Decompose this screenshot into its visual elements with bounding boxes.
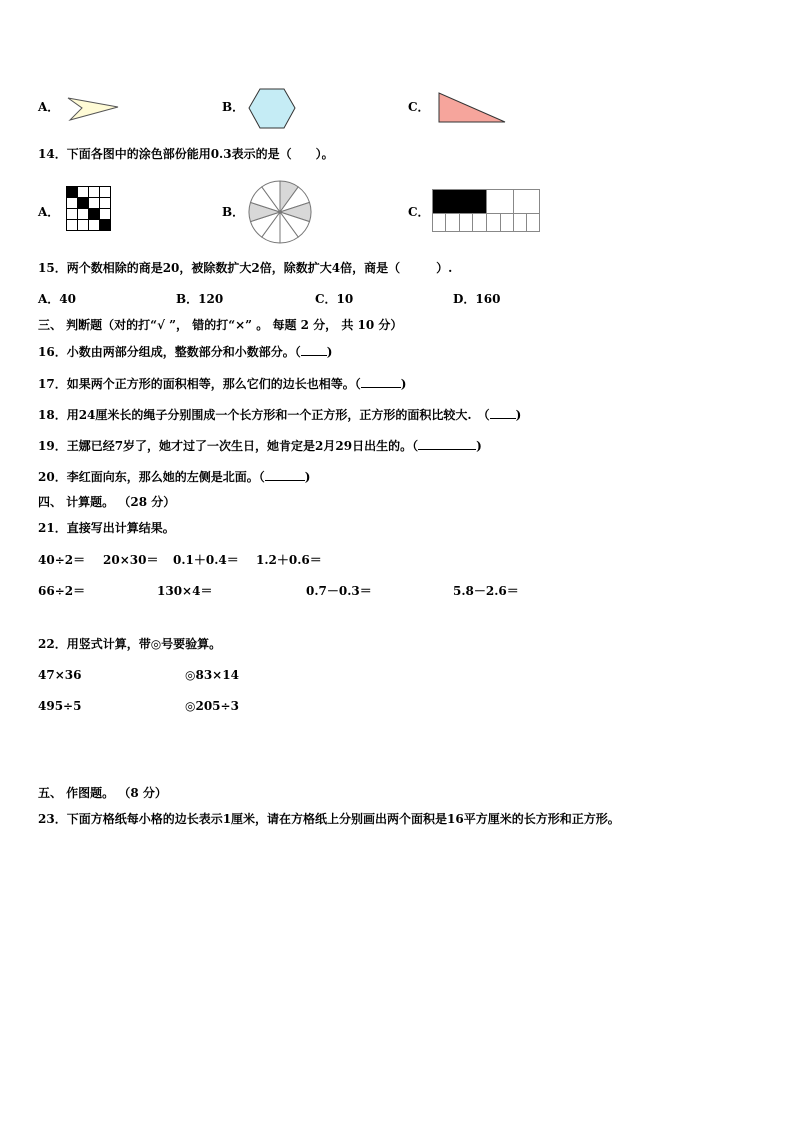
q14-option-a-label[interactable]: A．: [38, 205, 60, 219]
q14-option-c-label[interactable]: C．: [408, 205, 430, 219]
q16-text: 16．小数由两部分组成，整数部分和小数部分。（: [38, 345, 301, 359]
q21-expr: 1.2＋0.6＝: [256, 553, 322, 567]
q13-option-a-label[interactable]: A．: [38, 100, 60, 114]
q14-stem: 14．下面各图中的涂色部份能用0.3表示的是（ ）。: [38, 147, 334, 161]
q16-close: ): [326, 345, 333, 359]
bar-grid-figure: [432, 189, 542, 233]
q23-stem: 23．下面方格纸每小格的边长表示1厘米，请在方格纸上分别画出两个面积是16平方厘米的长方形和正方形。: [38, 812, 620, 826]
right-triangle-icon: [438, 92, 508, 124]
q20-close: ): [304, 470, 311, 484]
q16-answer-blank[interactable]: [301, 344, 327, 356]
q21-expr: 66÷2＝: [38, 584, 86, 598]
section-4-title: 四、 计算题。 （28 分）: [38, 495, 176, 509]
q21-expr: 130×4＝: [157, 584, 213, 598]
q21-stem: 21．直接写出计算结果。: [38, 521, 175, 535]
q18-close: ): [515, 408, 522, 422]
q17-item: [38, 376, 406, 391]
q20-item: [38, 469, 310, 484]
q15-option-b[interactable]: B．120: [176, 292, 224, 306]
q22-stem: 22．用竖式计算，带◎号要验算。: [38, 637, 222, 651]
q13-option-c-label[interactable]: C．: [408, 100, 430, 114]
q20-answer-blank[interactable]: [265, 469, 305, 481]
q19-item: [38, 438, 482, 453]
arrow-chevron-icon: [66, 96, 120, 122]
q21-expr: 0.7－0.3＝: [306, 584, 372, 598]
q20-text: 20．李红面向东，那么她的左侧是北面。（: [38, 470, 265, 484]
q22-expr: ◎83×14: [185, 668, 239, 682]
checker-grid-figure: [66, 186, 112, 234]
q21-expr: 40÷2＝: [38, 553, 86, 567]
q18-text: 18．用24厘米长的绳子分别围成一个长方形和一个正方形，正方形的面积比较大. （: [38, 408, 490, 422]
q17-close: ): [400, 377, 407, 391]
q15-option-a[interactable]: A．40: [38, 292, 77, 306]
q18-answer-blank[interactable]: [490, 407, 516, 419]
q14-option-b-label[interactable]: B．: [222, 205, 245, 219]
circle-sectors-figure: [248, 180, 312, 244]
q17-text: 17．如果两个正方形的面积相等，那么它们的边长也相等。（: [38, 377, 361, 391]
q15-option-c[interactable]: C．10: [315, 292, 354, 306]
section-5-title: 五、 作图题。 （8 分）: [38, 786, 167, 800]
q21-expr: 5.8－2.6＝: [453, 584, 519, 598]
q19-answer-blank[interactable]: [418, 438, 476, 450]
q22-expr: ◎205÷3: [185, 699, 239, 713]
q15-option-d[interactable]: D．160: [453, 292, 501, 306]
q22-expr: 495÷5: [38, 699, 82, 713]
q21-expr: 0.1＋0.4＝: [173, 553, 239, 567]
q16-item: [38, 344, 332, 359]
q17-answer-blank[interactable]: [361, 376, 401, 388]
q18-item: [38, 407, 521, 422]
q21-expr: 20×30＝: [103, 553, 159, 567]
q15-stem: 15．两个数相除的商是20，被除数扩大2倍，除数扩大4倍，商是（ ）.: [38, 261, 453, 275]
q22-expr: 47×36: [38, 668, 82, 682]
hexagon-icon: [248, 88, 296, 130]
q13-option-b-label[interactable]: B．: [222, 100, 245, 114]
q19-close: ): [476, 439, 482, 453]
q19-text: 19．王娜已经7岁了，她才过了一次生日，她肯定是2月29日出生的。（: [38, 439, 419, 453]
section-3-title: 三、 判断题（对的打“√ ”， 错的打“×” 。 每题 2 分， 共 10 分）: [38, 318, 403, 332]
